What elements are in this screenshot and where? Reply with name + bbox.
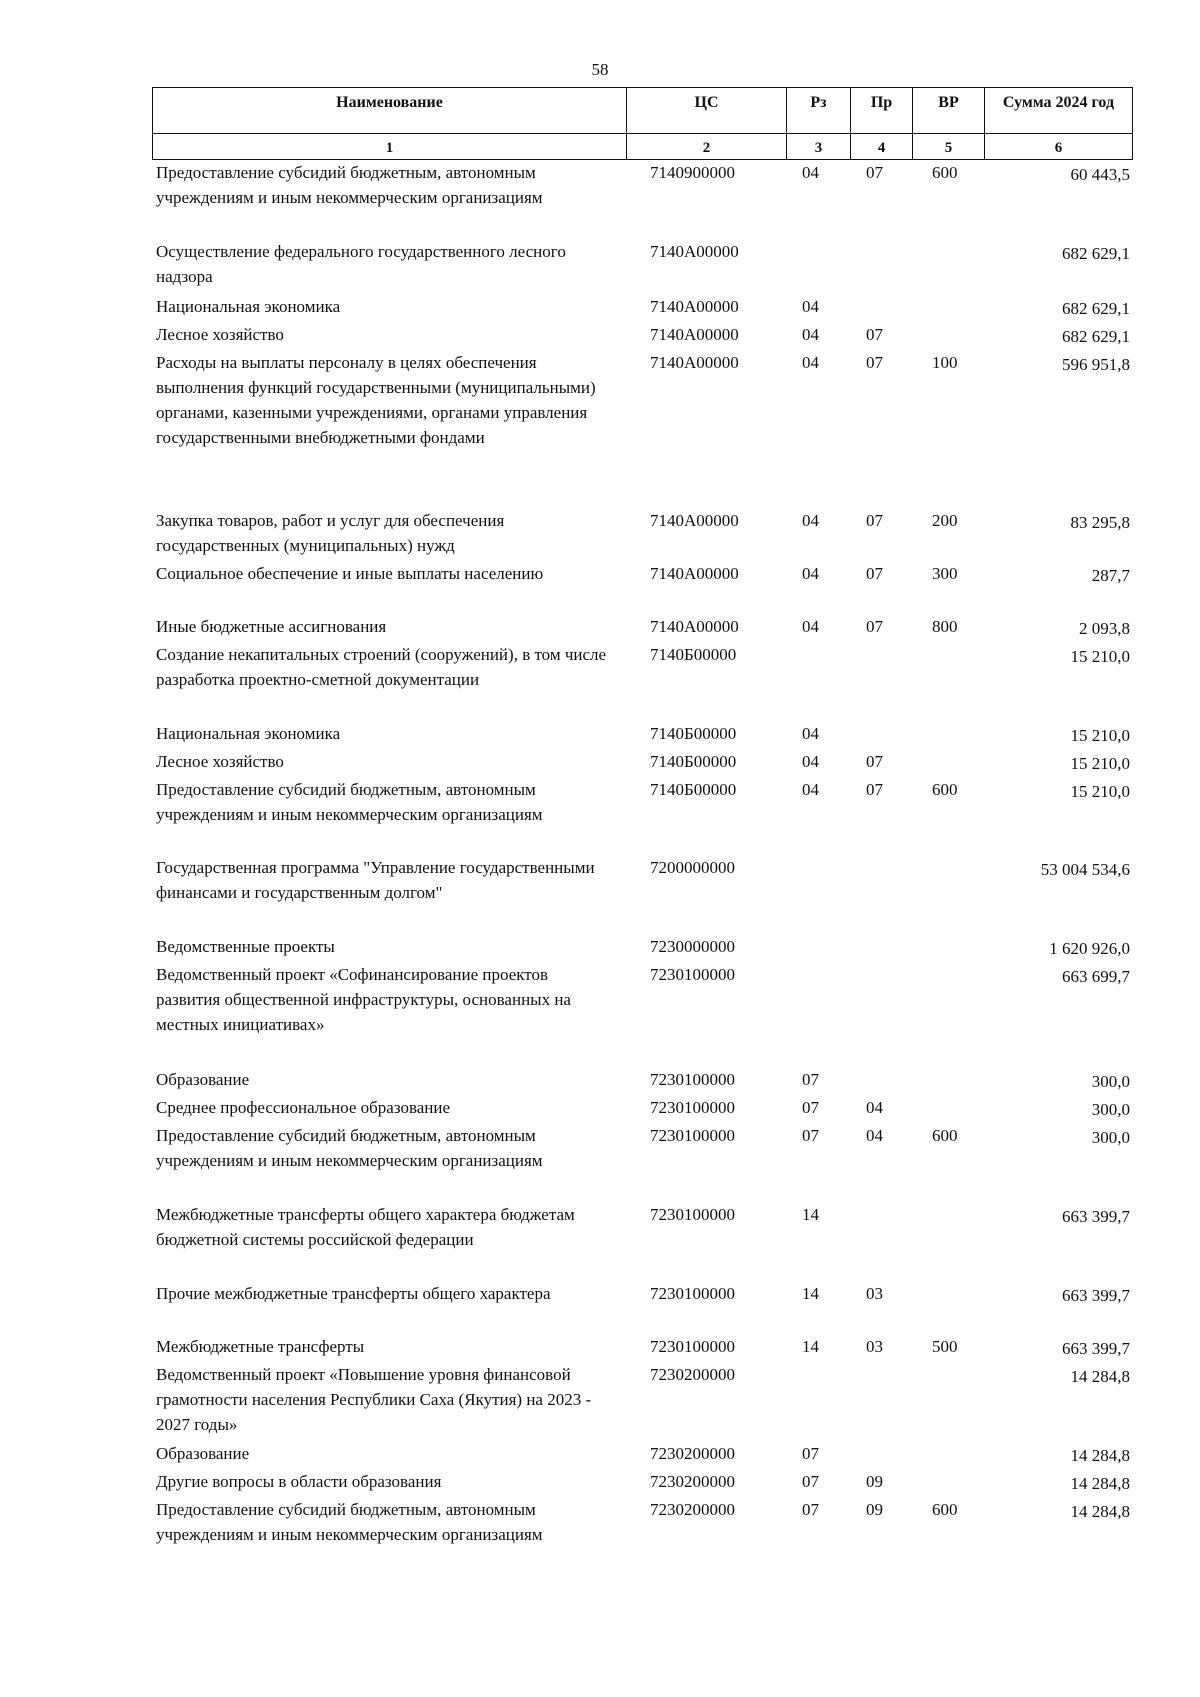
row-rz: 07: [802, 1098, 819, 1117]
row-cs: 7140А00000: [650, 511, 739, 530]
header-pr: Пр: [851, 88, 913, 134]
header-sum: Сумма 2024 год: [985, 88, 1133, 134]
row-cs: 7140А00000: [650, 325, 739, 344]
header-name: Наименование: [153, 88, 627, 134]
row-sum: 2 093,8: [1079, 619, 1130, 638]
row-vr: 200: [932, 511, 958, 530]
row-pr: 09: [866, 1500, 883, 1519]
row-rz: 07: [802, 1444, 819, 1463]
row-sum: 14 284,8: [1070, 1446, 1130, 1465]
row-cs: 7140А00000: [650, 242, 739, 261]
row-cs: 7230200000: [650, 1500, 735, 1519]
row-name: Расходы на выплаты персоналу в целях обеспечения выполнения функций государственными (муниципальными) органами, казенными учреждениями, органами управления государственными внебюджетными фондами: [156, 353, 596, 447]
row-cs: 7230100000: [650, 1070, 735, 1089]
row-name: Межбюджетные трансферты: [156, 1337, 365, 1356]
row-cs: 7140Б00000: [650, 752, 737, 771]
row-name: Лесное хозяйство: [156, 325, 284, 344]
row-rz: 04: [802, 297, 819, 316]
row-cs: 7230100000: [650, 1205, 735, 1224]
row-cs: 7230100000: [650, 1337, 735, 1356]
row-cs: 7200000000: [650, 858, 735, 877]
row-pr: 07: [866, 325, 883, 344]
column-number: 1: [153, 134, 627, 160]
row-rz: 07: [802, 1472, 819, 1491]
row-vr: 600: [932, 163, 958, 182]
row-pr: 07: [866, 353, 883, 372]
row-sum: 14 284,8: [1070, 1367, 1130, 1386]
row-name: Государственная программа "Управление государственными финансами и государственным долгом": [156, 858, 595, 902]
row-name: Межбюджетные трансферты общего характера бюджетам бюджетной системы российской федерации: [156, 1205, 575, 1249]
row-rz: 07: [802, 1500, 819, 1519]
row-vr: 300: [932, 564, 958, 583]
row-vr: 600: [932, 780, 958, 799]
row-name: Национальная экономика: [156, 724, 341, 743]
row-rz: 04: [802, 353, 819, 372]
column-number: 5: [913, 134, 985, 160]
row-name: Образование: [156, 1444, 250, 1463]
header-cs: ЦС: [627, 88, 787, 134]
row-sum: 596 951,8: [1062, 355, 1130, 374]
row-name: Предоставление субсидий бюджетным, автономным учреждениям и иным некоммерческим организациям: [156, 1500, 543, 1544]
row-name: Другие вопросы в области образования: [156, 1472, 442, 1491]
row-cs: 7230200000: [650, 1365, 735, 1384]
row-cs: 7140Б00000: [650, 780, 737, 799]
row-cs: 7230200000: [650, 1444, 735, 1463]
row-name: Предоставление субсидий бюджетным, автономным учреждениям и иным некоммерческим организациям: [156, 1126, 543, 1170]
row-sum: 15 210,0: [1070, 754, 1130, 773]
row-rz: 04: [802, 617, 819, 636]
row-sum: 1 620 926,0: [1049, 939, 1130, 958]
column-number: 4: [851, 134, 913, 160]
row-name: Закупка товаров, работ и услуг для обеспечения государственных (муниципальных) нужд: [156, 511, 505, 555]
row-cs: 7230100000: [650, 1284, 735, 1303]
row-cs: 7140А00000: [650, 297, 739, 316]
row-name: Иные бюджетные ассигнования: [156, 617, 387, 636]
row-rz: 14: [802, 1284, 819, 1303]
row-name: Создание некапитальных строений (сооружений), в том числе разработка проектно-сметной документации: [156, 645, 607, 689]
row-vr: 600: [932, 1126, 958, 1145]
row-cs: 7230100000: [650, 1126, 735, 1145]
row-cs: 7230000000: [650, 937, 735, 956]
row-sum: 663 399,7: [1062, 1286, 1130, 1305]
row-sum: 663 399,7: [1062, 1339, 1130, 1358]
row-rz: 04: [802, 163, 819, 182]
row-name: Образование: [156, 1070, 250, 1089]
row-sum: 663 699,7: [1062, 967, 1130, 986]
row-rz: 04: [802, 511, 819, 530]
column-number: 2: [627, 134, 787, 160]
row-sum: 15 210,0: [1070, 647, 1130, 666]
row-pr: 07: [866, 617, 883, 636]
row-sum: 15 210,0: [1070, 726, 1130, 745]
row-sum: 300,0: [1091, 1100, 1130, 1119]
row-name: Ведомственный проект «Повышение уровня финансовой грамотности населения Республики Саха (Якутия) на 2023 - 2027 годы»: [156, 1365, 592, 1434]
row-vr: 100: [932, 353, 958, 372]
row-rz: 04: [802, 752, 819, 771]
row-rz: 04: [802, 325, 819, 344]
row-name: Среднее профессиональное образование: [156, 1098, 451, 1117]
row-name: Национальная экономика: [156, 297, 341, 316]
row-pr: 03: [866, 1337, 883, 1356]
row-sum: 60 443,5: [1070, 165, 1130, 184]
row-name: Осуществление федерального государственного лесного надзора: [156, 242, 566, 286]
row-cs: 7140900000: [650, 163, 735, 182]
column-number: 6: [985, 134, 1133, 160]
row-sum: 53 004 534,6: [1040, 860, 1130, 879]
page-number: 58: [591, 60, 609, 79]
row-sum: 15 210,0: [1070, 782, 1130, 801]
row-sum: 14 284,8: [1070, 1474, 1130, 1493]
row-vr: 600: [932, 1500, 958, 1519]
row-sum: 682 629,1: [1062, 244, 1130, 263]
row-rz: 04: [802, 564, 819, 583]
row-pr: 07: [866, 780, 883, 799]
row-sum: 663 399,7: [1062, 1207, 1130, 1226]
row-sum: 682 629,1: [1062, 327, 1130, 346]
row-sum: 682 629,1: [1062, 299, 1130, 318]
row-vr: 500: [932, 1337, 958, 1356]
row-rz: 04: [802, 780, 819, 799]
row-pr: 03: [866, 1284, 883, 1303]
row-name: Предоставление субсидий бюджетным, автономным учреждениям и иным некоммерческим организациям: [156, 163, 543, 207]
header-rz: Рз: [787, 88, 851, 134]
row-cs: 7230200000: [650, 1472, 735, 1491]
table-header: [152, 87, 1133, 160]
row-rz: 14: [802, 1337, 819, 1356]
row-rz: 04: [802, 724, 819, 743]
row-name: Предоставление субсидий бюджетным, автономным учреждениям и иным некоммерческим организациям: [156, 780, 543, 824]
row-rz: 07: [802, 1126, 819, 1145]
row-cs: 7140Б00000: [650, 724, 737, 743]
row-name: Прочие межбюджетные трансферты общего характера: [156, 1284, 551, 1303]
row-sum: 14 284,8: [1070, 1502, 1130, 1521]
row-sum: 300,0: [1091, 1072, 1130, 1091]
header-vr: ВР: [913, 88, 985, 134]
row-pr: 07: [866, 564, 883, 583]
row-pr: 07: [866, 752, 883, 771]
row-cs: 7230100000: [650, 1098, 735, 1117]
row-cs: 7230100000: [650, 965, 735, 984]
row-vr: 800: [932, 617, 958, 636]
row-pr: 04: [866, 1126, 883, 1145]
row-cs: 7140А00000: [650, 353, 739, 372]
row-name: Ведомственные проекты: [156, 937, 335, 956]
row-name: Ведомственный проект «Софинансирование проектов развития общественной инфраструктуры, основанных на местных инициативах»: [156, 965, 571, 1034]
row-sum: 300,0: [1091, 1128, 1130, 1147]
row-pr: 07: [866, 163, 883, 182]
row-rz: 07: [802, 1070, 819, 1089]
row-pr: 09: [866, 1472, 883, 1491]
row-pr: 04: [866, 1098, 883, 1117]
row-pr: 07: [866, 511, 883, 530]
column-number: 3: [787, 134, 851, 160]
row-sum: 83 295,8: [1070, 513, 1130, 532]
row-cs: 7140А00000: [650, 564, 739, 583]
row-sum: 287,7: [1091, 566, 1130, 585]
row-name: Лесное хозяйство: [156, 752, 284, 771]
row-cs: 7140А00000: [650, 617, 739, 636]
row-cs: 7140Б00000: [650, 645, 737, 664]
row-name: Социальное обеспечение и иные выплаты населению: [156, 564, 544, 583]
row-rz: 14: [802, 1205, 819, 1224]
